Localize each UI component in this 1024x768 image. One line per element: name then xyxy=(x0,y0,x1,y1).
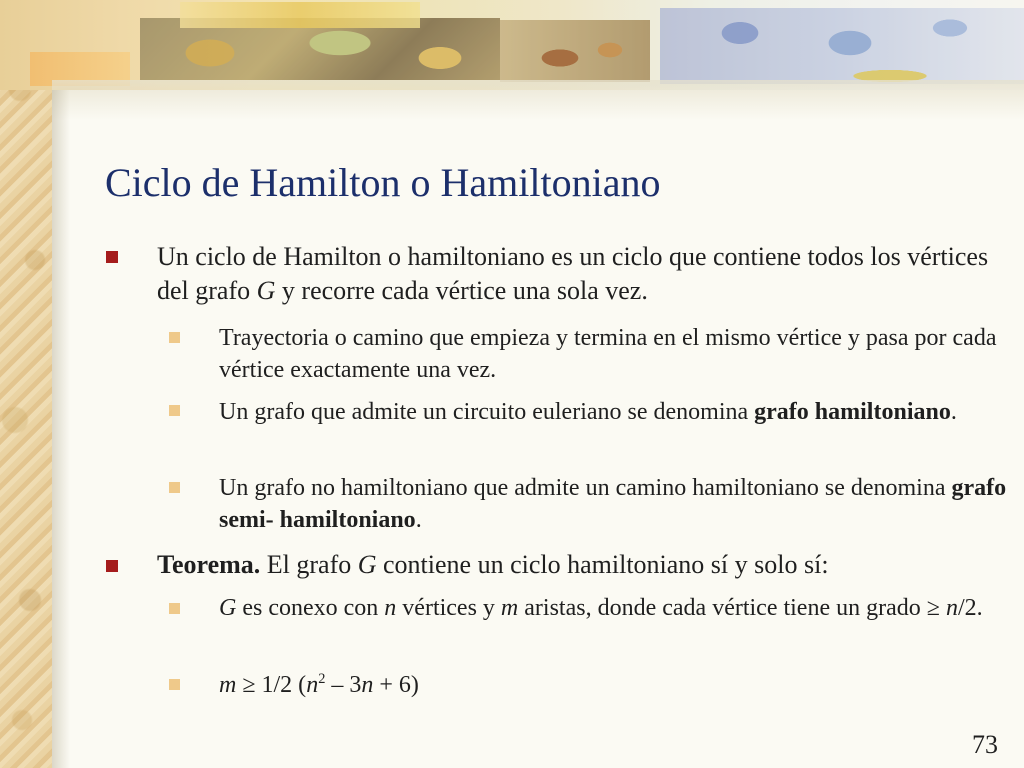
sub-item-grafo-hamiltoniano xyxy=(219,396,1009,428)
sub-item-trayectoria: Trayectoria o camino que empieza y termina en el mismo vértice y pasa por cada vértice exactamente una vez. xyxy=(219,325,997,383)
variable-n: n xyxy=(306,672,319,698)
decorative-banner xyxy=(0,0,1024,90)
variable-g: G xyxy=(219,595,237,621)
bullet-square-icon xyxy=(106,560,118,572)
sub-bullet-square-icon xyxy=(169,603,180,614)
formula-text: + 6) xyxy=(373,672,419,698)
bullet-square-icon xyxy=(106,251,118,263)
variable-g: G xyxy=(357,550,377,579)
variable-n: n xyxy=(384,595,397,621)
slide-number: 73 xyxy=(972,730,998,759)
banner-tile xyxy=(660,8,1024,84)
bullet-text: Un ciclo de Hamilton o hamiltoniano es un ciclo que contiene todos los vértices del grafo xyxy=(157,242,989,305)
banner-tile xyxy=(180,2,420,28)
term-teorema: Teorema. xyxy=(157,550,261,579)
sub-bullet-square-icon xyxy=(169,332,180,343)
banner-tile xyxy=(500,20,650,82)
variable-m: m xyxy=(219,672,237,698)
sub-item-condicion-aristas xyxy=(219,669,1009,701)
sub-item-text: aristas, donde cada vértice tiene un grado ≥ xyxy=(518,595,946,621)
term-grafo-hamiltoniano: grafo hamiltoniano xyxy=(754,399,951,425)
sub-item-text: . xyxy=(950,399,957,425)
term-grafo-semi-hamiltoniano: grafo semi- hamiltoniano xyxy=(219,475,1007,533)
sub-item-text: . xyxy=(415,507,422,533)
bullet-text: contiene un ciclo hamiltoniano sí y solo sí: xyxy=(376,550,829,579)
parchment-strip xyxy=(0,0,52,768)
bullet-definition xyxy=(157,240,1017,308)
sub-item-text: es conexo con xyxy=(236,595,385,621)
variable-n: n xyxy=(361,672,374,698)
sub-bullet-square-icon xyxy=(169,482,180,493)
bullet-text: y recorre cada vértice una sola vez. xyxy=(275,276,648,305)
sub-item-condicion-grado xyxy=(219,592,1009,624)
banner-shadow xyxy=(52,80,1024,120)
sub-item-text: vértices y xyxy=(396,595,501,621)
sub-item-semi-hamiltoniano xyxy=(219,472,1009,536)
sub-bullet-square-icon xyxy=(169,405,180,416)
sub-item-text: Un grafo no hamiltoniano que admite un camino hamiltoniano se denomina xyxy=(219,475,952,501)
bullet-teorema xyxy=(157,548,1017,582)
formula-text: – 3 xyxy=(325,672,362,698)
formula-text: ≥ 1/2 ( xyxy=(236,672,307,698)
variable-g: G xyxy=(256,276,276,305)
sub-bullet-square-icon xyxy=(169,679,180,690)
sub-item-text: /2. xyxy=(957,595,983,621)
variable-n: n xyxy=(945,595,958,621)
variable-m: m xyxy=(500,595,519,621)
bullet-text: El grafo xyxy=(260,550,358,579)
strip-shadow xyxy=(52,90,70,768)
exponent: 2 xyxy=(318,671,326,687)
sub-item-text: Un grafo que admite un circuito euleriano se denomina xyxy=(219,399,755,425)
slide-title: Ciclo de Hamilton o Hamiltoniano xyxy=(105,160,661,205)
